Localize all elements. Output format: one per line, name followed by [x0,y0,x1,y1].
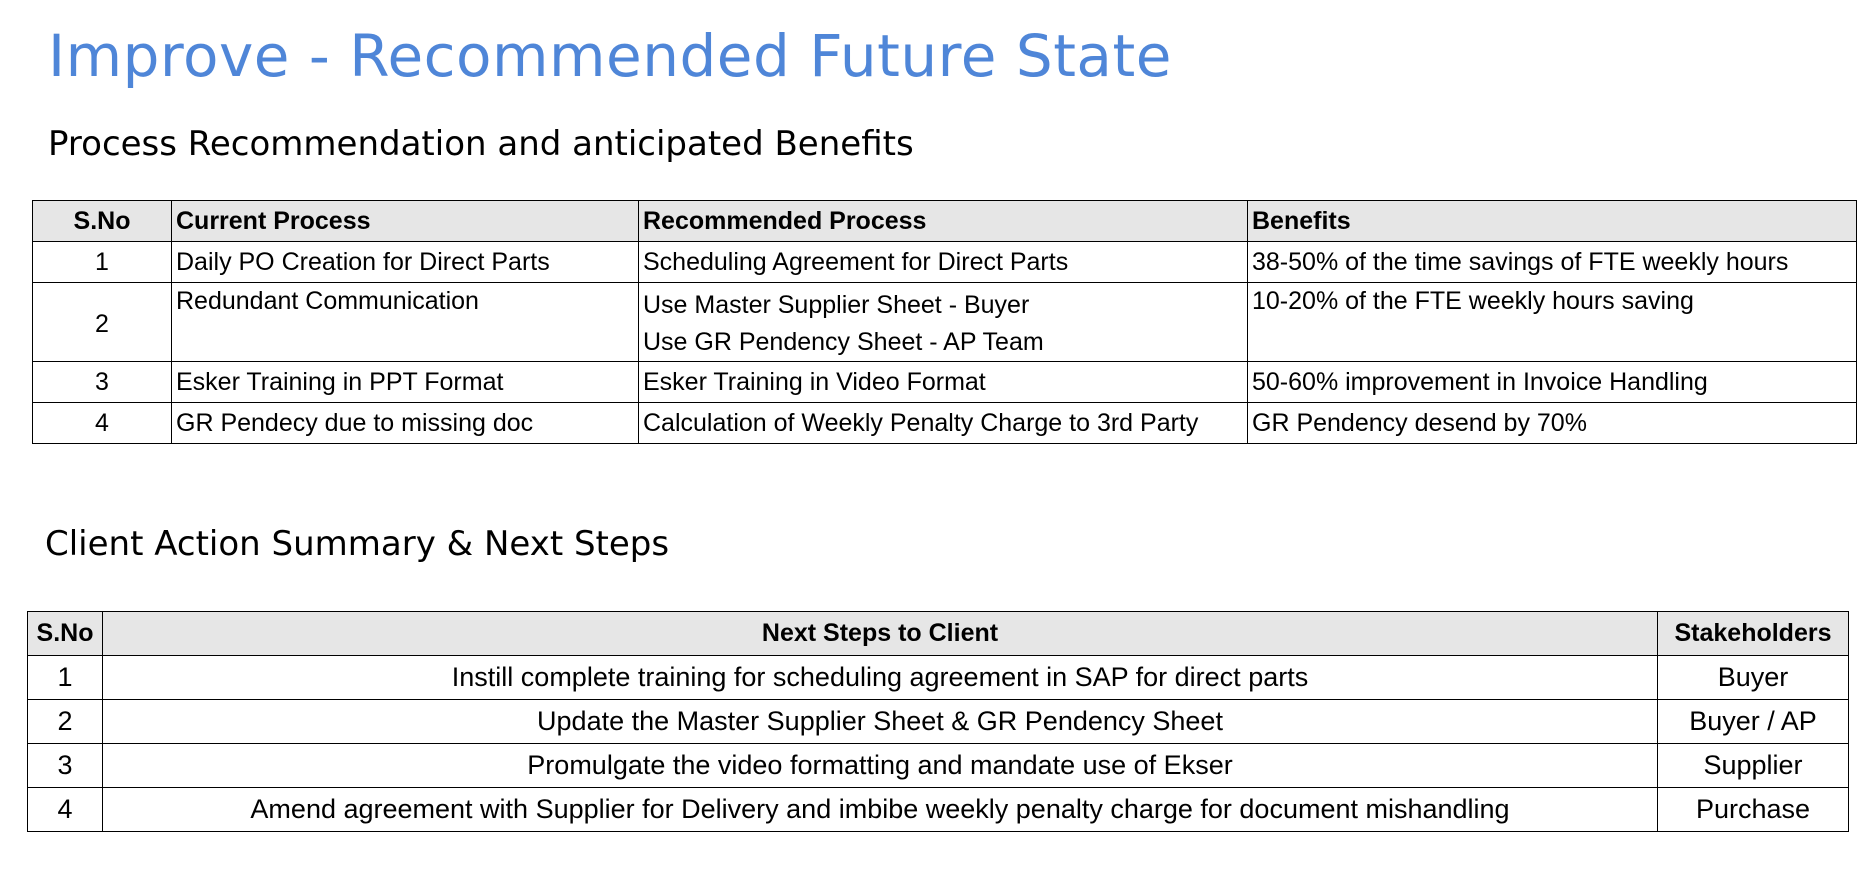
cell-sno: 1 [28,656,103,700]
cell-benefits: GR Pendency desend by 70% [1248,403,1857,444]
cell-stakeholder: Purchase [1658,788,1849,832]
cell-sno: 4 [28,788,103,832]
page-title: Improve - Recommended Future State [48,22,1172,90]
section-title-actions: Client Action Summary & Next Steps [45,524,670,564]
cell-benefits: 50-60% improvement in Invoice Handling [1248,362,1857,403]
cell-sno: 2 [28,700,103,744]
table-row [28,656,1849,700]
cell-next-step: Promulgate the video formatting and mandate use of Ekser [103,744,1658,788]
cell-sno: 4 [33,403,172,444]
column-header-stakeholders: Stakeholders [1658,612,1849,656]
table-row [28,744,1849,788]
column-header-current-process: Current Process [172,201,639,242]
cell-recommended-process: Esker Training in Video Format [639,362,1248,403]
cell-current-process: GR Pendecy due to missing doc [172,403,639,444]
column-header-next-steps: Next Steps to Client [103,612,1658,656]
table-row [33,362,1857,403]
cell-current-process: Esker Training in PPT Format [172,362,639,403]
cell-current-process: Redundant Communication [172,283,639,362]
column-header-benefits: Benefits [1248,201,1857,242]
cell-recommended-process [639,283,1248,362]
column-header-sno: S.No [33,201,172,242]
cell-current-process: Daily PO Creation for Direct Parts [172,242,639,283]
recommended-line-1: Use Master Supplier Sheet - Buyer [643,291,1030,319]
cell-benefits: 38-50% of the time savings of FTE weekly hours [1248,242,1857,283]
cell-sno: 2 [33,283,172,362]
table-row [28,700,1849,744]
table-header-row [28,612,1849,656]
cell-stakeholder: Buyer [1658,656,1849,700]
table-row [33,242,1857,283]
section-title-recommendations: Process Recommendation and anticipated Benefits [48,124,914,164]
cell-stakeholder: Buyer / AP [1658,700,1849,744]
cell-sno: 3 [33,362,172,403]
recommendation-table [32,200,1857,444]
column-header-recommended-process: Recommended Process [639,201,1248,242]
cell-benefits: 10-20% of the FTE weekly hours saving [1248,283,1857,362]
cell-sno: 3 [28,744,103,788]
cell-sno: 1 [33,242,172,283]
actions-table [27,611,1849,832]
column-header-sno: S.No [28,612,103,656]
cell-next-step: Instill complete training for scheduling agreement in SAP for direct parts [103,656,1658,700]
cell-recommended-process: Calculation of Weekly Penalty Charge to 3rd Party [639,403,1248,444]
table-row [33,403,1857,444]
table-row [28,788,1849,832]
table-header-row [33,201,1857,242]
recommended-line-2: Use GR Pendency Sheet - AP Team [643,328,1044,356]
cell-next-step: Update the Master Supplier Sheet & GR Pendency Sheet [103,700,1658,744]
cell-next-step: Amend agreement with Supplier for Delivery and imbibe weekly penalty charge for document mishandling [103,788,1658,832]
table-row [33,283,1857,362]
cell-recommended-process: Scheduling Agreement for Direct Parts [639,242,1248,283]
cell-stakeholder: Supplier [1658,744,1849,788]
